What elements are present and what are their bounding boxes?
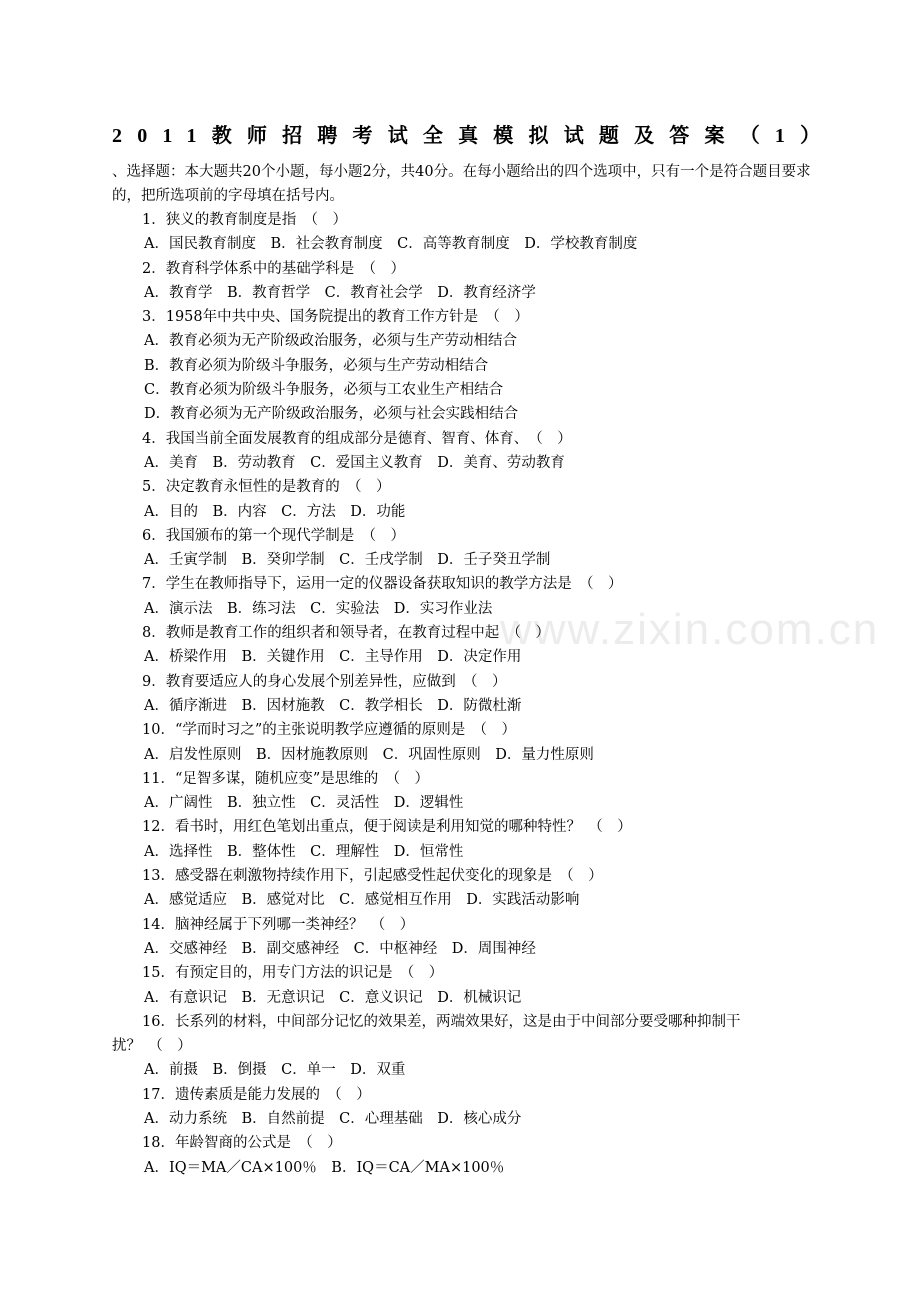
question-line: 9．教育要适应人的身心发展个别差异性，应做到 （ ） (142, 673, 507, 690)
option-line: A．交感神经 B．副交感神经 C．中枢神经 D．周围神经 (144, 940, 536, 957)
question-line: 16．长系列的材料，中间部分记忆的效果差，两端效果好，这是由于中间部分要受哪种抑制干 (142, 1013, 741, 1030)
option-line: A．选择性 B．整体性 C．理解性 D．恒常性 (144, 843, 464, 860)
option-line: A．有意识记 B．无意识记 C．意义识记 D．机械识记 (144, 989, 522, 1006)
option-line: A．目的 B．内容 C．方法 D．功能 (144, 503, 406, 520)
option-line: A．桥梁作用 B．关键作用 C．主导作用 D．决定作用 (144, 649, 522, 666)
question-line: 12．看书时，用红色笔划出重点，便于阅读是利用知觉的哪种特性？ （ ） (142, 819, 632, 836)
page-title: 2011教师招聘考试全真模拟试题及答案（1） (112, 125, 836, 147)
question-line: 8．教师是教育工作的组织者和领导者，在教育过程中起 （ ） (142, 625, 550, 642)
question-line: 15．有预定目的，用专门方法的识记是 （ ） (142, 965, 444, 982)
option-line: A．感觉适应 B．感觉对比 C．感觉相互作用 D．实践活动影响 (144, 892, 580, 909)
option-line: A．IQ＝MA／CA×100％ B．IQ＝CA／MA×100％ (144, 1159, 505, 1176)
option-line: D．教育必须为无产阶级政治服务，必须与社会实践相结合 (144, 406, 519, 423)
option-line: A．教育学 B．教育哲学 C．教育社会学 D．教育经济学 (144, 284, 536, 301)
option-line: A．国民教育制度 B．社会教育制度 C．高等教育制度 D．学校教育制度 (144, 236, 638, 253)
option-line: B．教育必须为阶级斗争服务，必须与生产劳动相结合 (144, 357, 489, 374)
question-line: 13．感受器在刺激物持续作用下，引起感受性起伏变化的现象是 （ ） (142, 868, 603, 885)
option-line: A．教育必须为无产阶级政治服务，必须与生产劳动相结合 (144, 333, 517, 350)
option-line: A．动力系统 B．自然前提 C．心理基础 D．核心成分 (144, 1110, 522, 1127)
watermark: www.zixin.com.cn (500, 605, 880, 654)
question-line: 17．遗传素质是能力发展的 （ ） (142, 1086, 371, 1103)
question-continuation: 扰？ （ ） (112, 1038, 192, 1055)
option-line: A．演示法 B．练习法 C．实验法 D．实习作业法 (144, 600, 493, 617)
option-line: C．教育必须为阶级斗争服务，必须与工农业生产相结合 (144, 382, 504, 399)
question-line: 14．脑神经属于下列哪一类神经？ （ ） (142, 916, 415, 933)
question-line: 3．1958年中共中央、国务院提出的教育工作方针是 （ ） (142, 309, 529, 326)
option-line: A．前摄 B．倒摄 C．单一 D．双重 (144, 1062, 406, 1079)
question-line: 11．“足智多谋，随机应变”是思维的 （ ） (142, 770, 430, 787)
option-line: A．壬寅学制 B．癸卯学制 C．壬戌学制 D．壬子癸丑学制 (144, 552, 551, 569)
question-line: 1．狭义的教育制度是指 （ ） (142, 212, 347, 228)
section-intro: 、选择题：本大题共20个小题，每小题2分，共40分。在每小题给出的四个选项中，只有一个是符合题目要求的，把所选项前的字母填在括号内。 (112, 164, 811, 205)
question-list (112, 208, 812, 1180)
question-line: 2．教育科学体系中的基础学科是 （ ） (142, 260, 405, 277)
option-line: A．广阔性 B．独立性 C．灵活性 D．逻辑性 (144, 795, 464, 812)
option-line: A．循序渐进 B．因材施教 C．教学相长 D．防微杜渐 (144, 697, 522, 714)
question-line: 10．“学而时习之”的主张说明教学应遵循的原则是 （ ） (142, 722, 517, 739)
option-line: A．美育 B．劳动教育 C．爱国主义教育 D．美育、劳动教育 (144, 454, 565, 471)
question-line: 18．年龄智商的公式是 （ ） (142, 1135, 342, 1152)
question-line: 5．决定教育永恒性的是教育的 （ ） (142, 479, 391, 496)
question-line: 6．我国颁布的第一个现代学制是 （ ） (142, 527, 405, 544)
question-line: 7．学生在教师指导下，运用一定的仪器设备获取知识的教学方法是 （ ） (142, 576, 623, 593)
question-line: 4．我国当前全面发展教育的组成部分是德育、智育、体育、 （ ） (142, 430, 572, 447)
option-line: A．启发性原则 B．因材施教原则 C．巩固性原则 D．量力性原则 (144, 746, 594, 763)
